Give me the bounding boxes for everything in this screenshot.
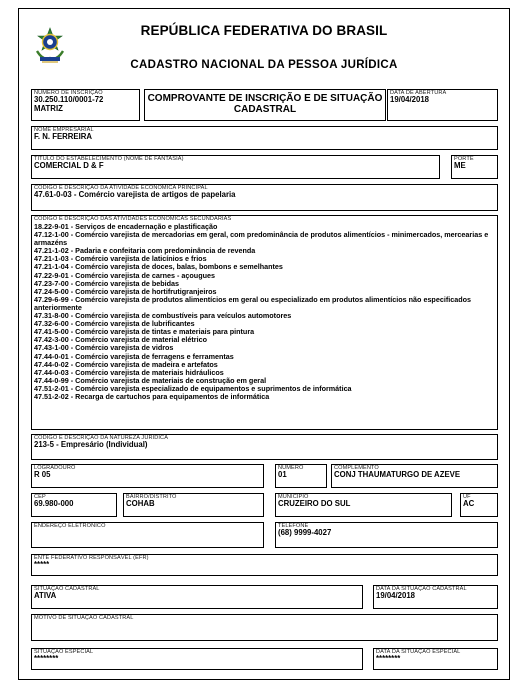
complemento-value: CONJ THAUMATURGO DE AZEVE — [334, 470, 461, 479]
porte-value: ME — [454, 161, 466, 170]
complemento-box — [331, 464, 498, 488]
nome-empresarial-label: NOME EMPRESARIAL — [34, 127, 94, 133]
comprovante-line1: COMPROVANTE DE INSCRIÇÃO E DE SITUAÇÃO — [147, 93, 383, 104]
numero-box — [275, 464, 327, 488]
numero-value: 01 — [278, 470, 287, 479]
atividade-principal-value: 47.61-0-03 - Comércio varejista de artigos de papelaria — [34, 190, 236, 199]
complemento-label: COMPLEMENTO — [334, 465, 379, 471]
situacao-especial-box — [31, 648, 363, 670]
bairro-value: COHAB — [126, 499, 155, 508]
atividade-principal-label: CÓDIGO E DESCRIÇÃO DA ATIVIDADE ECONÔMICA PRINCIPAL — [34, 185, 208, 191]
list-item: 47.21-1-03 - Comércio varejista de laticínios e frios — [34, 254, 207, 264]
list-item: 47.41-5-00 - Comércio varejista de tintas e materiais para pintura — [34, 327, 255, 337]
telefone-box — [275, 522, 498, 548]
list-item: 47.21-1-04 - Comércio varejista de doces, balas, bombons e semelhantes — [34, 262, 283, 272]
data-situacao-especial-box — [373, 648, 498, 670]
situacao-especial-value: ******** — [34, 654, 59, 663]
numero-label: NÚMERO — [278, 465, 304, 471]
logradouro-box — [31, 464, 264, 488]
comprovante-title — [147, 93, 383, 115]
situacao-box — [31, 585, 363, 609]
list-item: 47.12-1-00 - Comércio varejista de mercadorias em geral, com predominância de produtos alimentícios - minimercados, mercearias e armazéns — [34, 230, 489, 248]
list-item: 47.42-3-00 - Comércio varejista de material elétrico — [34, 335, 207, 345]
data-situacao-label: DATA DA SITUAÇÃO CADASTRAL — [376, 586, 467, 592]
document-page — [18, 8, 510, 680]
telefone-value: (68) 9999-4027 — [278, 528, 332, 537]
cep-box — [31, 493, 117, 517]
efr-box — [31, 554, 498, 576]
uf-box — [460, 493, 498, 517]
telefone-label: TELEFONE — [278, 523, 309, 529]
municipio-box — [275, 493, 452, 517]
nome-empresarial-box — [31, 126, 498, 150]
list-item: 47.51-2-02 - Recarga de cartuchos para equipamentos de informática — [34, 391, 270, 401]
list-item: 47.29-6-99 - Comércio varejista de produtos alimentícios em geral ou especializado em produtos alimentícios não especificados anteriormente — [34, 294, 471, 312]
data-situacao-especial-label: DATA DA SITUAÇÃO ESPECIAL — [376, 649, 461, 655]
abertura-value: 19/04/2018 — [390, 95, 430, 104]
uf-label: UF — [463, 494, 471, 500]
abertura-label: DATA DE ABERTURA — [390, 90, 447, 96]
efr-label: ENTE FEDERATIVO RESPONSÁVEL (EFR) — [34, 555, 149, 561]
data-situacao-value: 19/04/2018 — [376, 591, 416, 600]
abertura-box — [387, 89, 498, 121]
inscricao-label: NÚMERO DE INSCRIÇÃO — [34, 90, 103, 96]
inscricao-type: MATRIZ — [34, 103, 63, 113]
list-item: 47.44-0-99 - Comércio varejista de materiais de construção em geral — [34, 375, 267, 385]
efr-value: ***** — [34, 560, 50, 569]
list-item: 47.24-5-00 - Comércio varejista de hortifrutigranjeiros — [34, 286, 217, 296]
list-item: 47.23-7-00 - Comércio varejista de bebidas — [34, 278, 180, 288]
situacao-especial-label: SITUAÇÃO ESPECIAL — [34, 649, 94, 655]
comprovante-box — [144, 89, 386, 121]
bairro-box — [123, 493, 264, 517]
situacao-label: SITUAÇÃO CADASTRAL — [34, 586, 100, 592]
atividade-principal-box — [31, 184, 498, 211]
fantasia-value: COMERCIAL D & F — [34, 161, 104, 170]
porte-box — [451, 155, 498, 179]
atividades-secundarias-box — [31, 215, 498, 430]
situacao-value: ATIVA — [34, 591, 57, 600]
atividades-secundarias-list — [34, 223, 495, 401]
natureza-juridica-value: 213-5 - Empresário (Individual) — [34, 440, 148, 449]
document-title: REPÚBLICA FEDERATIVA DO BRASIL — [140, 23, 388, 38]
inscricao-box — [31, 89, 140, 121]
list-item: 47.21-1-02 - Padaria e confeitaria com predominância de revenda — [34, 246, 256, 256]
list-item: 18.22-9-01 - Serviços de encadernação e plastificação — [34, 222, 218, 231]
uf-value: AC — [463, 499, 475, 508]
list-item: 47.44-0-03 - Comércio varejista de materiais hidráulicos — [34, 367, 224, 377]
list-item: 47.44-0-02 - Comércio varejista de madeira e artefatos — [34, 359, 218, 369]
inscricao-number: 30.250.110/0001-72 — [34, 95, 104, 104]
porte-label: PORTE — [454, 156, 474, 162]
comprovante-line2: CADASTRAL — [233, 104, 297, 115]
list-item: 47.43-1-00 - Comércio varejista de vidros — [34, 343, 174, 353]
email-label: ENDEREÇO ELETRÔNICO — [34, 523, 106, 529]
motivo-label: MOTIVO DE SITUAÇÃO CADASTRAL — [34, 615, 134, 621]
list-item: 47.51-2-01 - Comércio varejista especializado de equipamentos e suprimentos de informática — [34, 383, 352, 393]
fantasia-box — [31, 155, 440, 179]
municipio-label: MUNICÍPIO — [278, 494, 309, 500]
logradouro-value: R 05 — [34, 470, 51, 479]
data-situacao-box — [373, 585, 498, 609]
data-situacao-especial-value: ******** — [376, 654, 401, 663]
list-item: 47.32-6-00 - Comércio varejista de lubrificantes — [34, 319, 195, 329]
fantasia-label: TÍTULO DO ESTABELECIMENTO (NOME DE FANTASIA) — [34, 156, 184, 162]
motivo-box — [31, 614, 498, 641]
municipio-value: CRUZEIRO DO SUL — [278, 499, 351, 508]
nome-empresarial-value: F. N. FERREIRA — [34, 132, 93, 141]
list-item: 47.31-8-00 - Comércio varejista de combustíveis para veículos automotores — [34, 311, 292, 321]
list-item: 47.22-9-01 - Comércio varejista de carnes - açougues — [34, 270, 215, 280]
atividades-secundarias-label: CÓDIGO E DESCRIÇÃO DAS ATIVIDADES ECONÔMICAS SECUNDÁRIAS — [34, 216, 232, 222]
natureza-juridica-box — [31, 434, 498, 460]
email-box — [31, 522, 264, 548]
list-item: 47.44-0-01 - Comércio varejista de ferragens e ferramentas — [34, 351, 234, 361]
cep-value: 69.980-000 — [34, 499, 74, 508]
cep-label: CEP — [34, 494, 46, 500]
natureza-juridica-label: CÓDIGO E DESCRIÇÃO DA NATUREZA JURÍDICA — [34, 435, 169, 441]
bairro-label: BAIRRO/DISTRITO — [126, 494, 177, 500]
document-subtitle: CADASTRO NACIONAL DA PESSOA JURÍDICA — [130, 59, 398, 71]
logradouro-label: LOGRADOURO — [34, 465, 76, 471]
